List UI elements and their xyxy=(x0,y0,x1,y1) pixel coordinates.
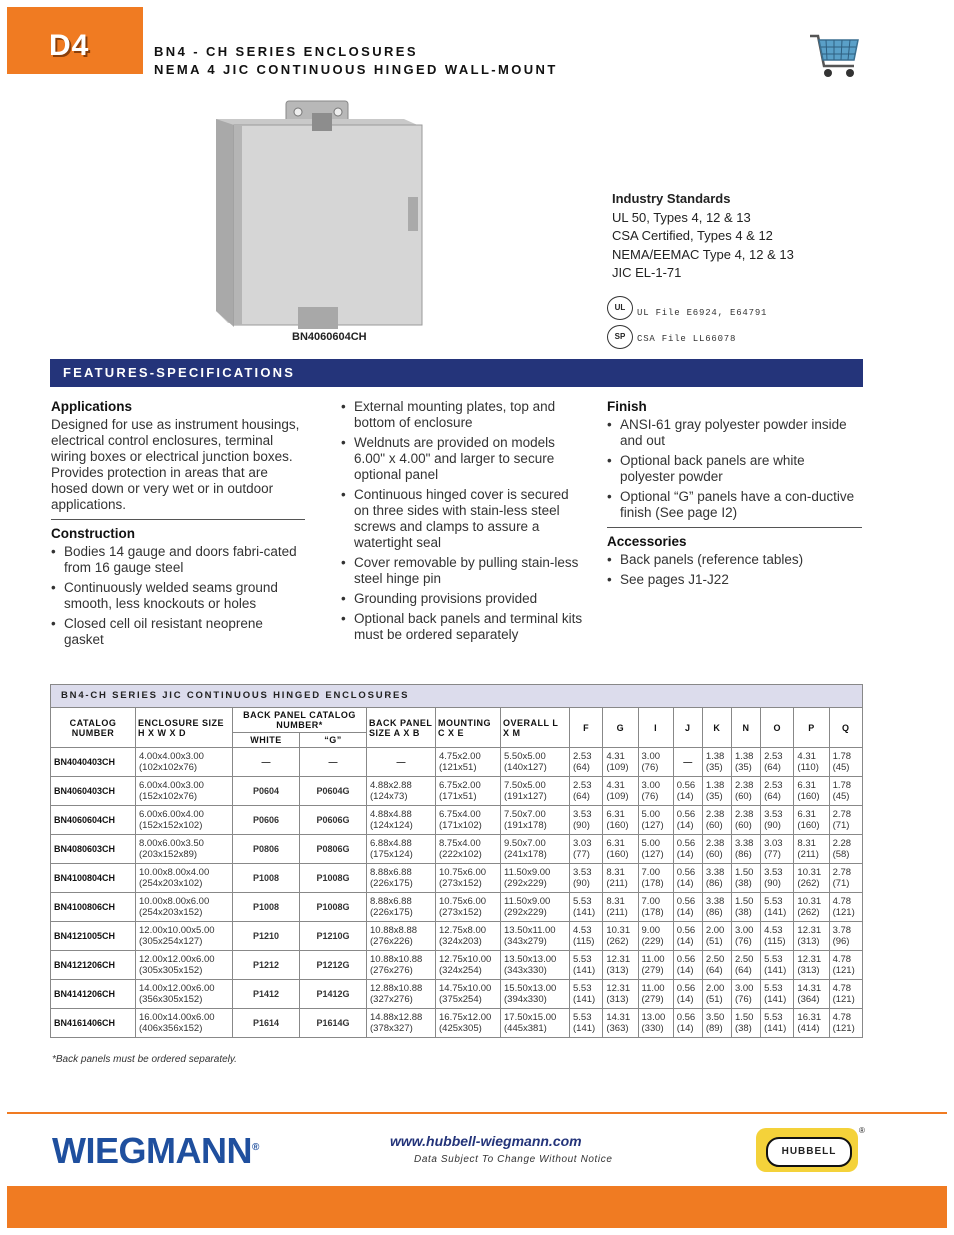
mounting: 16.75x12.00 (425x305) xyxy=(436,1009,501,1038)
brand-registered: ® xyxy=(251,1142,259,1153)
col-catalog: CATALOG NUMBER xyxy=(51,708,136,748)
dimension-value: 8.31 (211) xyxy=(603,893,638,922)
overall: 11.50x9.00 (292x229) xyxy=(501,893,570,922)
dimension-value: 2.78 (71) xyxy=(829,864,862,893)
enclosure-table xyxy=(50,707,863,1038)
dimension-value: 3.03 (77) xyxy=(570,835,603,864)
table-footnote: *Back panels must be ordered separately. xyxy=(52,1054,237,1065)
dimension-value: 5.53 (141) xyxy=(570,951,603,980)
feature-item: • Continuous hinged cover is secured on three sides with stain-less steel screws and clamps to assure a watertight seal xyxy=(341,487,587,551)
construction-item: • Continuously welded seams ground smooth, less knockouts or holes xyxy=(51,580,305,612)
col-i: I xyxy=(638,708,673,748)
shopping-cart-icon[interactable] xyxy=(808,30,862,80)
mounting: 12.75x8.00 (324x203) xyxy=(436,922,501,951)
standard-line: NEMA/EEMAC Type 4, 12 & 13 xyxy=(612,246,794,262)
white-panel: P1614 xyxy=(233,1009,300,1038)
hubbell-registered: ® xyxy=(859,1126,865,1135)
overall: 11.50x9.00 (292x229) xyxy=(501,864,570,893)
dimension-value: 3.50 (89) xyxy=(702,1009,731,1038)
dimension-value: 5.00 (127) xyxy=(638,835,673,864)
enclosure-size: 8.00x6.00x3.50 (203x152x89) xyxy=(136,835,233,864)
white-panel: P0604 xyxy=(233,777,300,806)
dimension-value: 1.78 (45) xyxy=(829,777,862,806)
white-panel: P1210 xyxy=(233,922,300,951)
dimension-value: 0.56 (14) xyxy=(673,835,702,864)
finish-heading: Finish xyxy=(607,399,647,414)
back-panel-size: 4.88x4.88 (124x124) xyxy=(367,806,436,835)
photo-caption: BN4060604CH xyxy=(292,331,367,343)
back-panel-size: 14.88x12.88 (378x327) xyxy=(367,1009,436,1038)
website-link[interactable]: www.hubbell-wiegmann.com xyxy=(390,1133,582,1149)
table-row xyxy=(51,864,863,893)
construction-item: • Bodies 14 gauge and doors fabri-cated from 16 gauge steel xyxy=(51,544,305,576)
catalog-number: BN4100804CH xyxy=(51,864,136,893)
dimension-value: 3.38 (86) xyxy=(731,835,760,864)
feature-item: • Cover removable by pulling stain-less steel hinge pin xyxy=(341,555,587,587)
features-column-left xyxy=(51,399,305,652)
dimension-value: 6.31 (160) xyxy=(603,806,638,835)
feature-item: • External mounting plates, top and bottom of enclosure xyxy=(341,399,587,431)
dimension-value: 3.03 (77) xyxy=(761,835,794,864)
dimension-value: 14.31 (363) xyxy=(603,1009,638,1038)
dimension-value: 3.00 (76) xyxy=(638,748,673,777)
mounting: 12.75x10.00 (324x254) xyxy=(436,951,501,980)
catalog-number: BN4100806CH xyxy=(51,893,136,922)
overall: 7.50x7.00 (191x178) xyxy=(501,806,570,835)
g-panel: P1008G xyxy=(300,893,367,922)
col-j: J xyxy=(673,708,702,748)
dimension-value: 5.53 (141) xyxy=(570,980,603,1009)
dimension-value: 0.56 (14) xyxy=(673,922,702,951)
dimension-value: — xyxy=(673,748,702,777)
white-panel: P1412 xyxy=(233,980,300,1009)
dimension-value: 2.38 (60) xyxy=(702,835,731,864)
table-row xyxy=(51,922,863,951)
dimension-value: 0.56 (14) xyxy=(673,980,702,1009)
accessories-item: • Back panels (reference tables) xyxy=(607,552,862,568)
dimension-value: 0.56 (14) xyxy=(673,951,702,980)
catalog-number: BN4141206CH xyxy=(51,980,136,1009)
dimension-value: 4.53 (115) xyxy=(761,922,794,951)
dimension-value: 12.31 (313) xyxy=(603,980,638,1009)
table-row xyxy=(51,980,863,1009)
dimension-value: 16.31 (414) xyxy=(794,1009,829,1038)
dimension-value: 6.31 (160) xyxy=(794,806,829,835)
table-row xyxy=(51,806,863,835)
back-panel-size: 10.88x8.88 (276x226) xyxy=(367,922,436,951)
disclaimer-text: Data Subject To Change Without Notice xyxy=(414,1154,613,1165)
table-row xyxy=(51,748,863,777)
white-panel: P1008 xyxy=(233,864,300,893)
dimension-value: 1.38 (35) xyxy=(731,748,760,777)
col-mounting: MOUNTING C X E xyxy=(436,708,501,748)
footer-divider xyxy=(7,1112,947,1114)
table-row xyxy=(51,951,863,980)
dimension-value: 4.31 (109) xyxy=(603,748,638,777)
col-p: P xyxy=(794,708,829,748)
col-f: F xyxy=(570,708,603,748)
dimension-value: 4.78 (121) xyxy=(829,980,862,1009)
bottom-band xyxy=(7,1186,947,1228)
table-row xyxy=(51,893,863,922)
enclosure-size: 6.00x4.00x3.00 (152x102x76) xyxy=(136,777,233,806)
col-n: N xyxy=(731,708,760,748)
enclosure-photo xyxy=(208,97,430,333)
csa-file-text: CSA File LL66078 xyxy=(637,334,737,344)
g-panel: P1008G xyxy=(300,864,367,893)
table-row xyxy=(51,777,863,806)
white-panel: P0606 xyxy=(233,806,300,835)
overall: 13.50x13.00 (343x330) xyxy=(501,951,570,980)
features-column-middle xyxy=(341,399,587,647)
catalog-number: BN4060604CH xyxy=(51,806,136,835)
mounting: 6.75x4.00 (171x102) xyxy=(436,806,501,835)
col-k: K xyxy=(702,708,731,748)
dimension-value: 5.00 (127) xyxy=(638,806,673,835)
dimension-value: 12.31 (313) xyxy=(794,922,829,951)
dimension-value: 4.78 (121) xyxy=(829,893,862,922)
ul-file-text: UL File E6924, E64791 xyxy=(637,308,768,318)
dimension-value: 2.28 (58) xyxy=(829,835,862,864)
enclosure-size: 14.00x12.00x6.00 (356x305x152) xyxy=(136,980,233,1009)
dimension-value: 2.53 (64) xyxy=(761,777,794,806)
overall: 17.50x15.00 (445x381) xyxy=(501,1009,570,1038)
catalog-number: BN4080603CH xyxy=(51,835,136,864)
ul-logo-icon: UL xyxy=(607,296,633,320)
standard-line: UL 50, Types 4, 12 & 13 xyxy=(612,209,751,225)
dimension-value: 7.00 (178) xyxy=(638,864,673,893)
dimension-value: 1.38 (35) xyxy=(702,748,731,777)
header-title-line2: NEMA 4 JIC CONTINUOUS HINGED WALL-MOUNT xyxy=(154,62,558,77)
back-panel-size: 10.88x10.88 (276x276) xyxy=(367,951,436,980)
dimension-value: 3.78 (96) xyxy=(829,922,862,951)
dimension-value: 0.56 (14) xyxy=(673,777,702,806)
feature-item: • Grounding provisions provided xyxy=(341,591,587,607)
dimension-value: 2.00 (51) xyxy=(702,980,731,1009)
header-title-line1: BN4 - CH SERIES ENCLOSURES xyxy=(154,44,418,59)
dimension-value: 12.31 (313) xyxy=(603,951,638,980)
col-enclosure-size: ENCLOSURE SIZE H X W X D xyxy=(136,708,233,748)
dimension-value: 8.31 (211) xyxy=(794,835,829,864)
dimension-value: 2.53 (64) xyxy=(570,748,603,777)
wiegmann-logo xyxy=(52,1130,259,1172)
dimension-value: 14.31 (364) xyxy=(794,980,829,1009)
dimension-value: 10.31 (262) xyxy=(603,922,638,951)
brand-name: WIEGMANN xyxy=(52,1130,252,1171)
industry-standards xyxy=(612,190,794,283)
applications-heading: Applications xyxy=(51,399,133,414)
dimension-value: 3.53 (90) xyxy=(570,806,603,835)
catalog-number: BN4040403CH xyxy=(51,748,136,777)
mounting: 6.75x2.00 (171x51) xyxy=(436,777,501,806)
dimension-value: 5.53 (141) xyxy=(761,951,794,980)
csa-logo-icon: SP xyxy=(607,325,633,349)
dimension-value: 12.31 (313) xyxy=(794,951,829,980)
enclosure-size: 16.00x14.00x6.00 (406x356x152) xyxy=(136,1009,233,1038)
dimension-value: 2.78 (71) xyxy=(829,806,862,835)
dimension-value: 1.50 (38) xyxy=(731,1009,760,1038)
section-code: D4 xyxy=(49,29,90,62)
dimension-value: 7.00 (178) xyxy=(638,893,673,922)
hubbell-wordmark: HUBBELL xyxy=(766,1137,852,1167)
col-g-panel: “G” xyxy=(300,733,367,748)
white-panel: P1008 xyxy=(233,893,300,922)
dimension-value: 0.56 (14) xyxy=(673,864,702,893)
g-panel: P0604G xyxy=(300,777,367,806)
back-panel-size: — xyxy=(367,748,436,777)
dimension-value: 3.53 (90) xyxy=(761,806,794,835)
finish-item: • Optional “G” panels have a con-ductive finish (See page I2) xyxy=(607,489,862,521)
dimension-value: 3.53 (90) xyxy=(761,864,794,893)
table-row xyxy=(51,1009,863,1038)
dimension-value: 3.00 (76) xyxy=(731,980,760,1009)
col-white: WHITE xyxy=(233,733,300,748)
divider xyxy=(607,527,862,528)
divider xyxy=(51,519,305,520)
dimension-value: 2.38 (60) xyxy=(731,777,760,806)
dimension-value: 11.00 (279) xyxy=(638,980,673,1009)
dimension-value: 4.53 (115) xyxy=(570,922,603,951)
enclosure-size: 4.00x4.00x3.00 (102x102x76) xyxy=(136,748,233,777)
dimension-value: 5.53 (141) xyxy=(761,893,794,922)
dimension-value: 6.31 (160) xyxy=(603,835,638,864)
g-panel: P1614G xyxy=(300,1009,367,1038)
dimension-value: 2.50 (64) xyxy=(731,951,760,980)
finish-item: • ANSI-61 gray polyester powder inside and out xyxy=(607,417,862,449)
catalog-number: BN4121005CH xyxy=(51,922,136,951)
dimension-value: 2.53 (64) xyxy=(761,748,794,777)
dimension-value: 5.53 (141) xyxy=(570,893,603,922)
mounting: 14.75x10.00 (375x254) xyxy=(436,980,501,1009)
back-panel-size: 12.88x10.88 (327x276) xyxy=(367,980,436,1009)
col-g: G xyxy=(603,708,638,748)
catalog-number: BN4121206CH xyxy=(51,951,136,980)
g-panel: P0806G xyxy=(300,835,367,864)
overall: 9.50x7.00 (241x178) xyxy=(501,835,570,864)
col-overall: OVERALL L X M xyxy=(501,708,570,748)
dimension-value: 3.00 (76) xyxy=(638,777,673,806)
dimension-value: 2.00 (51) xyxy=(702,922,731,951)
dimension-value: 0.56 (14) xyxy=(673,893,702,922)
dimension-value: 1.50 (38) xyxy=(731,864,760,893)
g-panel: P0606G xyxy=(300,806,367,835)
construction-item: • Closed cell oil resistant neoprene gasket xyxy=(51,616,305,648)
g-panel: P1212G xyxy=(300,951,367,980)
applications-text: Designed for use as instrument housings, electrical control enclosures, terminal wiring boxes or electrical junction boxes. Provides protection in areas that are hosed down or very wet or in outdoor applications. xyxy=(51,417,300,512)
dimension-value: 5.53 (141) xyxy=(570,1009,603,1038)
accessories-heading: Accessories xyxy=(607,534,687,549)
dimension-value: 0.56 (14) xyxy=(673,806,702,835)
overall: 5.50x5.00 (140x127) xyxy=(501,748,570,777)
catalog-number: BN4060403CH xyxy=(51,777,136,806)
dimension-value: 3.38 (86) xyxy=(702,893,731,922)
dimension-value: 10.31 (262) xyxy=(794,864,829,893)
dimension-value: 10.31 (262) xyxy=(794,893,829,922)
finish-item: • Optional back panels are white polyester powder xyxy=(607,453,862,485)
dimension-value: 1.38 (35) xyxy=(702,777,731,806)
dimension-value: 0.56 (14) xyxy=(673,1009,702,1038)
enclosure-table-wrapper xyxy=(50,684,863,1038)
dimension-value: 3.00 (76) xyxy=(731,922,760,951)
dimension-value: 5.53 (141) xyxy=(761,980,794,1009)
standards-title: Industry Standards xyxy=(612,191,731,206)
dimension-value: 2.38 (60) xyxy=(702,806,731,835)
dimension-value: 5.53 (141) xyxy=(761,1009,794,1038)
white-panel: P1212 xyxy=(233,951,300,980)
mounting: 4.75x2.00 (121x51) xyxy=(436,748,501,777)
enclosure-size: 10.00x8.00x6.00 (254x203x152) xyxy=(136,893,233,922)
feature-item: • Weldnuts are provided on models 6.00" x 4.00" and larger to secure optional panel xyxy=(341,435,587,483)
dimension-value: 6.31 (160) xyxy=(794,777,829,806)
dimension-value: 3.53 (90) xyxy=(570,864,603,893)
accessories-item: • See pages J1-J22 xyxy=(607,572,862,588)
white-panel: P0806 xyxy=(233,835,300,864)
dimension-value: 1.78 (45) xyxy=(829,748,862,777)
dimension-value: 2.50 (64) xyxy=(702,951,731,980)
back-panel-size: 8.88x6.88 (226x175) xyxy=(367,864,436,893)
mounting: 10.75x6.00 (273x152) xyxy=(436,893,501,922)
enclosure-size: 10.00x8.00x4.00 (254x203x102) xyxy=(136,864,233,893)
dimension-value: 1.50 (38) xyxy=(731,893,760,922)
overall: 13.50x11.00 (343x279) xyxy=(501,922,570,951)
overall: 7.50x5.00 (191x127) xyxy=(501,777,570,806)
g-panel: — xyxy=(300,748,367,777)
enclosure-size: 6.00x6.00x4.00 (152x152x102) xyxy=(136,806,233,835)
col-q: Q xyxy=(829,708,862,748)
col-o: O xyxy=(761,708,794,748)
back-panel-size: 8.88x6.88 (226x175) xyxy=(367,893,436,922)
g-panel: P1210G xyxy=(300,922,367,951)
dimension-value: 9.00 (229) xyxy=(638,922,673,951)
catalog-number: BN4161406CH xyxy=(51,1009,136,1038)
dimension-value: 4.31 (110) xyxy=(794,748,829,777)
dimension-value: 4.31 (109) xyxy=(603,777,638,806)
back-panel-size: 4.88x2.88 (124x73) xyxy=(367,777,436,806)
col-back-panel: BACK PANEL CATALOG NUMBER* xyxy=(233,708,367,733)
dimension-value: 4.78 (121) xyxy=(829,951,862,980)
construction-heading: Construction xyxy=(51,526,135,541)
standard-line: CSA Certified, Types 4 & 12 xyxy=(612,228,773,243)
dimension-value: 2.38 (60) xyxy=(731,806,760,835)
table-row xyxy=(51,835,863,864)
dimension-value: 4.78 (121) xyxy=(829,1009,862,1038)
mounting: 8.75x4.00 (222x102) xyxy=(436,835,501,864)
enclosure-size: 12.00x12.00x6.00 (305x305x152) xyxy=(136,951,233,980)
dimension-value: 2.53 (64) xyxy=(570,777,603,806)
features-column-right xyxy=(607,399,862,592)
col-back-panel-size: BACK PANEL SIZE A X B xyxy=(367,708,436,748)
overall: 15.50x13.00 (394x330) xyxy=(501,980,570,1009)
feature-item: • Optional back panels and terminal kits must be ordered separately xyxy=(341,611,587,643)
dimension-value: 8.31 (211) xyxy=(603,864,638,893)
white-panel: — xyxy=(233,748,300,777)
standard-line: JIC EL-1-71 xyxy=(612,265,682,280)
dimension-value: 3.38 (86) xyxy=(702,864,731,893)
table-title: BN4-CH SERIES JIC CONTINUOUS HINGED ENCLOSURES xyxy=(50,684,863,707)
dimension-value: 13.00 (330) xyxy=(638,1009,673,1038)
hubbell-logo xyxy=(756,1128,858,1172)
enclosure-size: 12.00x10.00x5.00 (305x254x127) xyxy=(136,922,233,951)
back-panel-size: 6.88x4.88 (175x124) xyxy=(367,835,436,864)
features-title: FEATURES-SPECIFICATIONS xyxy=(63,365,296,380)
mounting: 10.75x6.00 (273x152) xyxy=(436,864,501,893)
g-panel: P1412G xyxy=(300,980,367,1009)
dimension-value: 11.00 (279) xyxy=(638,951,673,980)
